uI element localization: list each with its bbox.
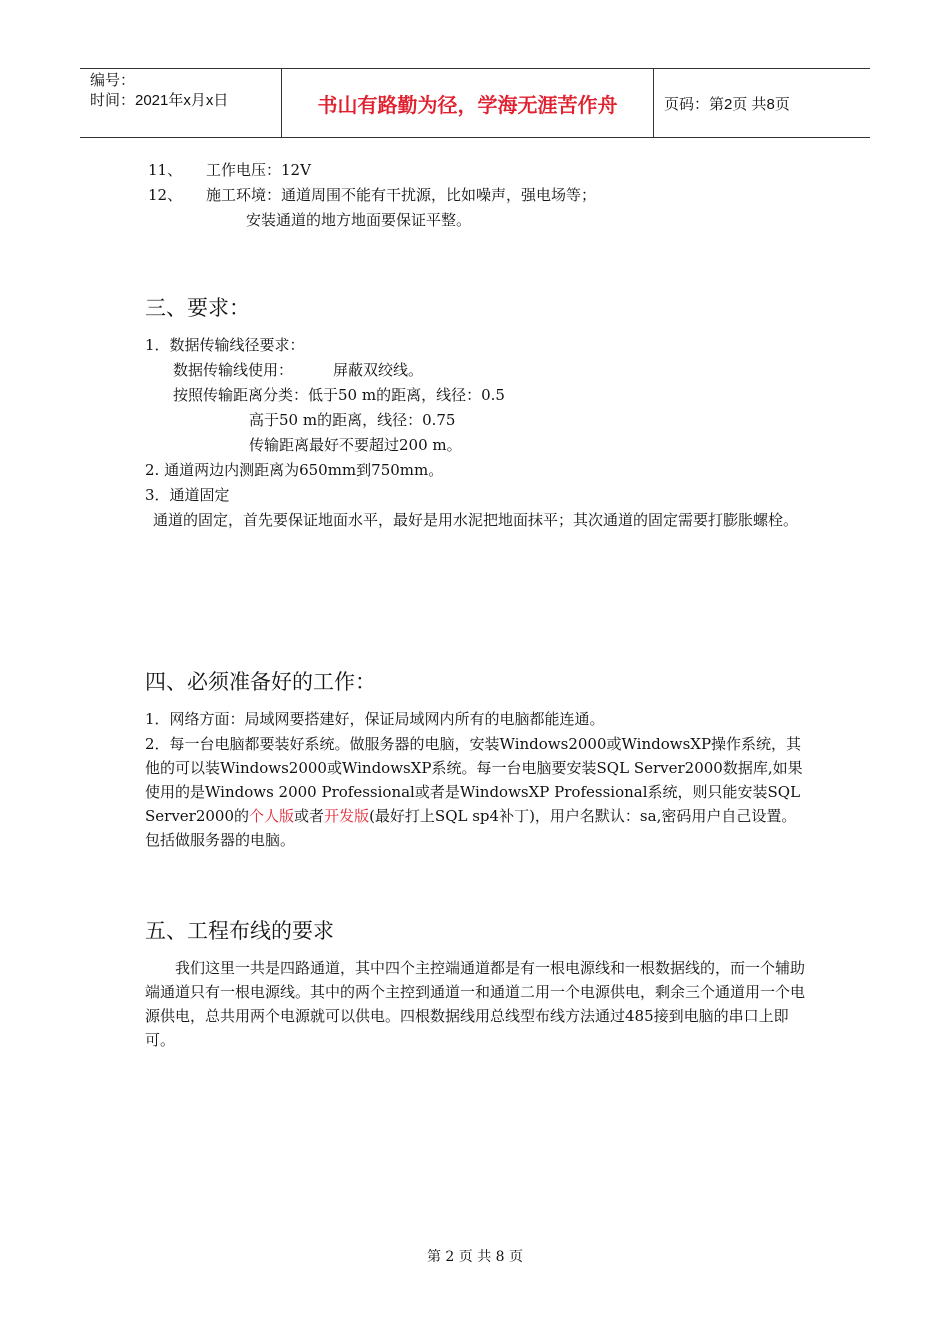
max-distance-line: 传输距离最好不要超过200 m。 [249, 436, 462, 454]
item-12-continuation: 安装通道的地方地面要保证平整。 [246, 211, 472, 229]
page-header [80, 68, 870, 138]
personal-edition-highlight: 个人版 [249, 807, 295, 825]
doc-number-label: 编号： [90, 72, 136, 89]
header-motto: 书山有路勤为径，学海无涯苦作舟 [282, 69, 654, 137]
distance-over-50-line: 高于50 m的距离，线径：0.75 [249, 411, 456, 429]
section-3-item-1: 1．数据传输线径要求： [145, 336, 305, 354]
section-5-paragraph: 我们这里一共是四路通道，其中四个主控端通道都是有一根电源线和一根数据线的，而一个辅助端通道只有一根电源线。其中的两个主控到通道一和通道二用一个电源供电，剩余三个通道用一个电源供电，总共用两个电源就可以供电。四根数据线用总线型布线方法通过485接到电脑的串口上即可。 [145, 959, 806, 1049]
item-11-text: 工作电压：12V [206, 161, 311, 179]
section-3-item-3-text: 通道的固定，首先要保证地面水平，最好是用水泥把地面抹平；其次通道的固定需要打膨胀螺栓。 [153, 511, 799, 529]
section-3-item-3: 3．通道固定 [145, 486, 230, 504]
section-4-item-2-part-c: (最好打上SQL sp4补丁)，用户名默认：sa,密码用户自己设置。包括做服务器的电脑。 [145, 807, 797, 849]
section-4-item-2 [145, 732, 809, 852]
distance-class-line: 按照传输距离分类：低于50 m的距离，线径：0.5 [173, 386, 505, 404]
header-left-cell [80, 69, 282, 137]
header-page-code: 页码：第2页 共8页 [664, 95, 790, 113]
item-12-number: 12、 [148, 186, 183, 204]
section-3-heading: 三、要求： [145, 296, 250, 320]
section-4-item-2-part-a: 2．每一台电脑都要装好系统。做服务器的电脑，安装Windows2000或WindowsXP操作系统，其他的可以装Windows2000或WindowsXP系统。每一台电脑要安装SQL Server2000数据库,如果使用的是Windows 2000 Professional或者是WindowsXP Professional系统，则只能安装SQL Server2000的 [145, 735, 803, 825]
page-footer: 第 2 页 共 8 页 [426, 1249, 524, 1265]
item-11-number: 11、 [148, 161, 183, 179]
cable-type-value: 屏蔽双绞线。 [333, 361, 424, 379]
cable-type-label: 数据传输线使用： [173, 361, 294, 379]
section-4-item-2-part-b: 或者 [294, 807, 325, 825]
section-4-item-1: 1．网络方面：局域网要搭建好，保证局域网内所有的电脑都能连通。 [145, 710, 605, 728]
section-5-heading: 五、工程布线的要求 [145, 919, 334, 943]
section-3-item-2: 2. 通道两边内测距离为650mm到750mm。 [145, 461, 444, 479]
section-4-heading: 四、必须准备好的工作： [145, 670, 376, 694]
item-12-text: 施工环境：通道周围不能有干扰源，比如噪声，强电场等； [206, 186, 597, 204]
doc-date-label: 时间：2021年x月x日 [90, 92, 229, 109]
developer-edition-highlight: 开发版 [324, 807, 370, 825]
